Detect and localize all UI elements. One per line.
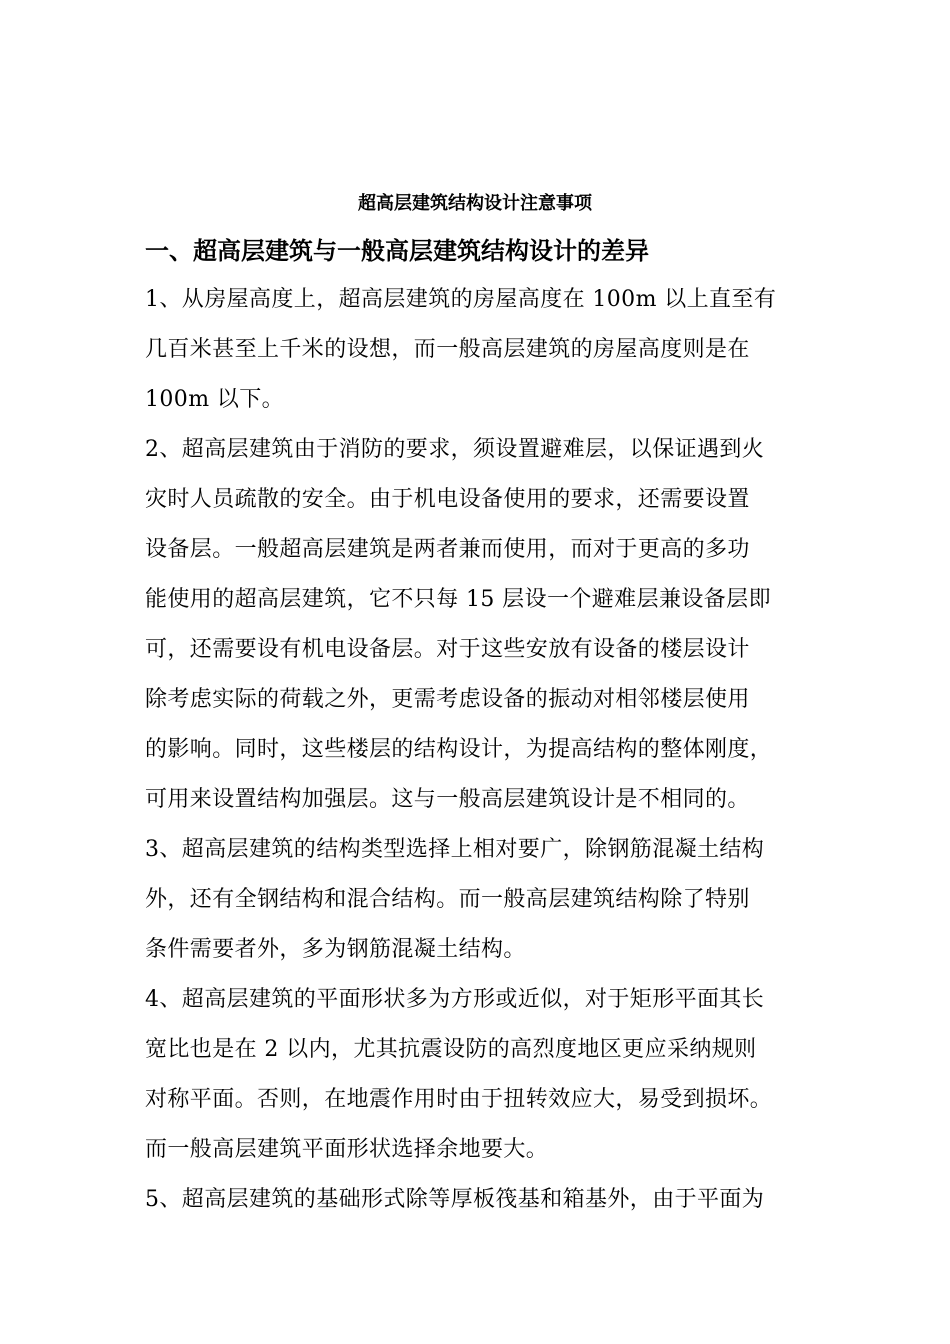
body-line: 宽比也是在 2 以内，尤其抗震设防的高烈度地区更应采纳规则 [145,1037,757,1062]
body-line: 100m 以下。 [145,387,285,412]
body-line: 1、从房屋高度上，超高层建筑的房屋高度在 100m 以上直至有 [145,287,777,312]
body-line: 2、超高层建筑由于消防的要求，须设置避难层，以保证遇到火 [145,437,765,462]
body-line: 3、超高层建筑的结构类型选择上相对要广，除钢筋混凝土结构 [145,837,765,862]
body-line: 4、超高层建筑的平面形状多为方形或近似，对于矩形平面其长 [145,987,765,1012]
body-line: 几百米甚至上千米的设想，而一般高层建筑的房屋高度则是在 [145,337,750,362]
body-line: 可用来设置结构加强层。这与一般高层建筑设计是不相同的。 [145,787,750,812]
body-line: 而一般高层建筑平面形状选择余地要大。 [145,1137,549,1162]
section-heading: 一、超高层建筑与一般高层建筑结构设计的差异 [145,236,649,265]
body-line: 对称平面。否则，在地震作用时由于扭转效应大，易受到损坏。 [145,1087,773,1112]
body-line: 外，还有全钢结构和混合结构。而一般高层建筑结构除了特别 [145,887,750,912]
body-line: 5、超高层建筑的基础形式除等厚板筏基和箱基外，由于平面为 [145,1187,765,1212]
body-line: 可，还需要设有机电设备层。对于这些安放有设备的楼层设计 [145,637,750,662]
body-line: 设备层。一般超高层建筑是两者兼而使用，而对于更高的多功 [145,537,750,562]
document-title: 超高层建筑结构设计注意事项 [358,193,592,214]
body-line: 能使用的超高层建筑，它不只每 15 层设一个避难层兼设备层即 [145,587,771,612]
body-line: 条件需要者外，多为钢筋混凝土结构。 [145,937,526,962]
body-line: 除考虑实际的荷载之外，更需考虑设备的振动对相邻楼层使用 [145,687,750,712]
body-line: 灾时人员疏散的安全。由于机电设备使用的要求，还需要设置 [145,487,750,512]
body-line: 的影响。同时，这些楼层的结构设计，为提高结构的整体刚度， [145,737,773,762]
